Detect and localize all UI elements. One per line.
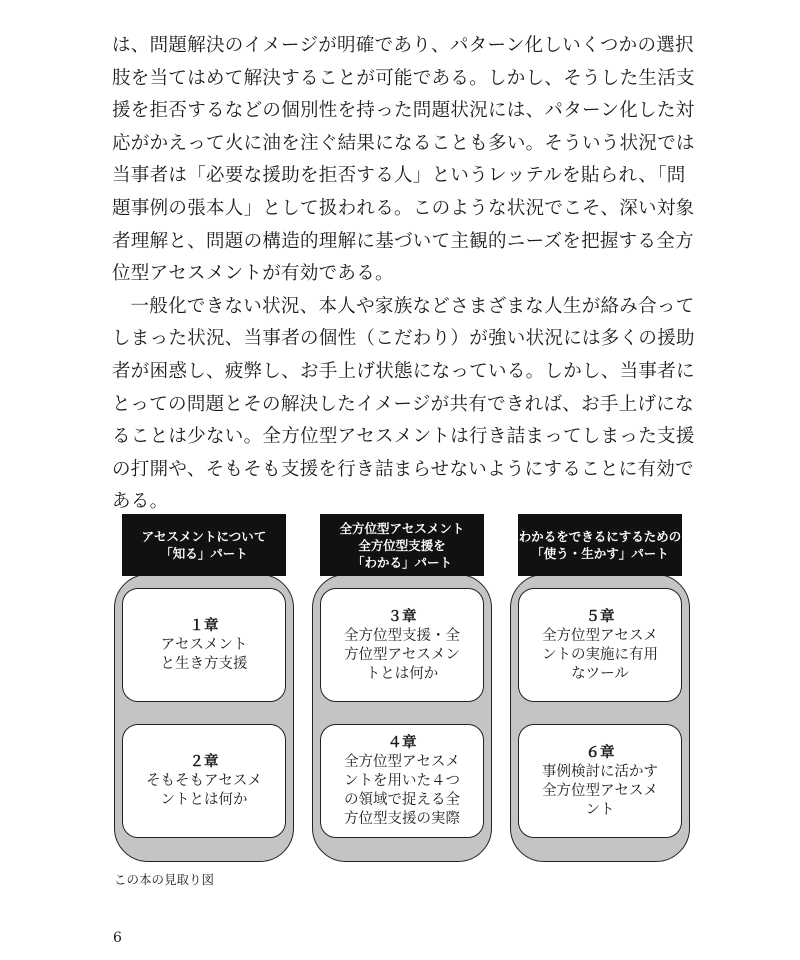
chapter-title-line: ントとは何か [160,792,248,808]
chapter-number: １章 [189,617,219,634]
text-line: 一般化できない状況、本人や家族などさまざまな人生が絡み合ってしま [112,295,695,350]
header-line: 「わかる」パート [351,554,452,570]
header-line: アセスメントについて [141,529,267,544]
chapter-number: ２章 [189,753,219,770]
part-column-use [510,514,690,862]
chapter-title-line: ント [585,801,615,818]
part-header [122,514,286,576]
chapter-card [518,724,682,838]
part-header [320,514,484,576]
chapter-card [122,724,286,838]
part-column-know [114,514,294,862]
chapter-title-line: アセスメント [160,637,248,653]
chapter-title-line: 事例検討に活かす [542,763,658,780]
book-map-figure [114,514,692,862]
text-line: 疲弊し、お手上げ状態になっている。しかし、当事者にとっての問題とそ [112,360,695,415]
chapter-title-line: の領域で捉える全 [344,792,460,808]
part-header [518,514,682,576]
chapter-title-line: 全方位型アセスメ [542,782,658,799]
text-line: は、問題解決のイメージが明確であり、パターン化しいくつかの選択肢を [112,35,694,89]
paragraph-2 [112,291,702,519]
header-line: わかるをできるにするための [518,529,682,544]
chapter-title-line: ントを用いた４つ [344,773,460,789]
chapter-card [320,724,484,838]
chapter-title-line: ントの実施に有用 [542,646,658,663]
page-number: 6 [113,930,122,946]
part-column-understand [312,514,492,862]
text-line: 位型アセスメントは行き詰まってしまった支援の打開や、そもそも支援を [112,426,695,480]
chapter-title-line: 全方位型アセスメ [344,754,460,770]
chapter-card [320,588,484,702]
chapter-card [122,588,286,702]
header-line: 「知る」パート [160,546,248,561]
chapter-title-line: 全方位型支援・全 [344,627,460,644]
text-line: て扱われる。このような状況でこそ、深い対象者理解と、問題の構造的理 [112,197,695,252]
chapter-title-line: 方位型アセスメン [344,646,460,663]
chapter-number: ３章 [387,607,417,625]
text-line: 火に油を注ぐ結果になることも多い。そういう状況では当事者は「必要な [112,132,695,187]
text-line: 解に基づいて主観的ニーズを把握する全方位型アセスメントが有効である。 [112,230,694,285]
header-line: 全方位型支援を [358,537,446,553]
text-line: 当てはめて解決することが可能である。しかし、そうした生活支援を拒否 [112,67,695,122]
chapter-title-line: 方位型支援の実際 [344,811,460,827]
chapter-title-line: トとは何か [365,665,439,682]
text-line: った状況、当事者の個性（こだわり）が強い状況には多くの援助者が困惑し、 [112,328,695,382]
header-line: 全方位型アセスメント [339,520,465,536]
chapter-title-line: 全方位型アセスメ [542,627,658,644]
text-line: 行き詰まらせないようにすることに有効である。 [112,458,694,513]
body-text [112,30,702,519]
chapter-title-line: そもそもアセスメ [146,773,262,789]
figure-caption: この本の見取り図 [114,872,215,887]
chapter-number: ６章 [585,743,615,761]
chapter-title-line: と生き方支援 [160,656,248,672]
text-line: 援助を拒否する人」というレッテルを貼られ、「問題事例の張本人」とし [112,165,686,219]
chapter-card [518,588,682,702]
text-line: するなどの個別性を持った問題状況には、パターン化した対応がかえって [112,100,695,154]
chapter-title-line: なツール [571,665,629,682]
header-line: 「使う・生かす」パート [531,546,669,561]
chapter-number: ５章 [585,607,615,625]
text-line: の解決したイメージが共有できれば、お手上げになることは少ない。全方 [112,393,694,448]
chapter-number: ４章 [387,734,417,751]
paragraph-1 [112,30,702,291]
